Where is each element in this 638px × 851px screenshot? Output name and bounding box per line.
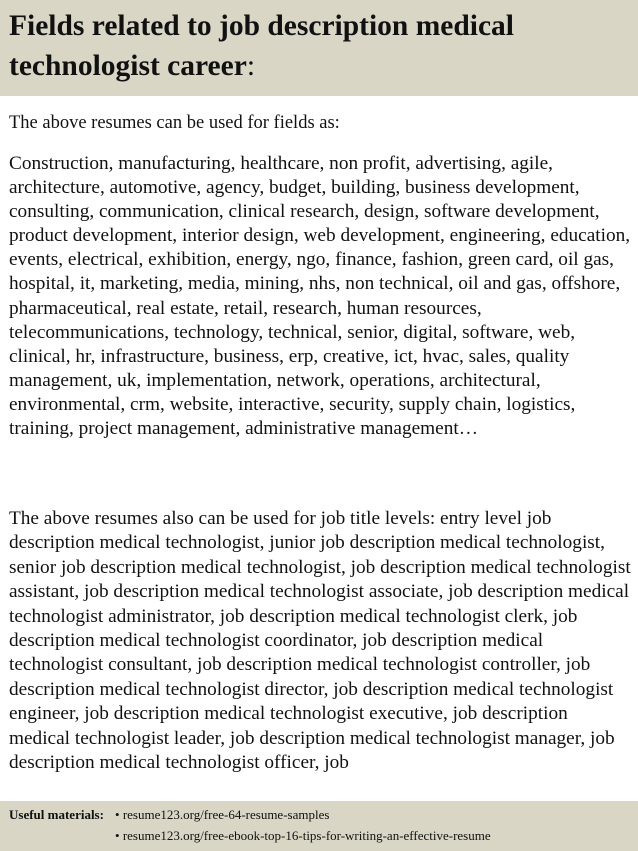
footer-link-ebook[interactable]: resume123.org/free-ebook-top-16-tips-for-writing-an-effective-resume (122, 828, 491, 843)
page-title-colon: : (246, 50, 256, 82)
page-title-text: Fields related to job description medical technologist career (9, 10, 515, 82)
footer-link-resume-samples[interactable]: resume123.org/free-64-resume-samples (122, 807, 330, 822)
footer-band (0, 801, 638, 851)
useful-materials-label: Useful materials: (9, 807, 104, 822)
footer-link-item[interactable] (115, 805, 329, 825)
bullet-icon: • (115, 828, 120, 843)
page-title (9, 6, 629, 86)
header-band (0, 0, 638, 96)
footer-link-item[interactable] (115, 826, 491, 846)
intro-text: The above resumes can be used for fields as: (9, 113, 340, 133)
bullet-icon: • (115, 807, 120, 822)
job-title-levels: The above resumes also can be used for job title levels: entry level job description medical technologist, junior job description medical technologist, senior job description medical technologist, job description medical technologist assistant, job description medical technologist associate, job description medical technologist administrator, job description medical technologist clerk, job description medical technologist coordinator, job description medical technologist consultant, job description medical technologist controller, job description medical technologist director, job description medical technologist engineer, job description medical technologist executive, job description medical technologist leader, job description medical technologist manager, job description medical technologist officer, job (9, 508, 631, 774)
fields-list: Construction, manufacturing, healthcare, non profit, advertising, agile, architecture, automotive, agency, budget, building, business development, consulting, communication, clinical research, design, software development, product development, interior design, web development, engineering, education, events, electrical, exhibition, energy, ngo, finance, fashion, green card, oil gas, hospital, it, marketing, media, mining, nhs, non technical, oil and gas, offshore, pharmaceutical, real estate, retail, research, human resources, telecommunications, technology, technical, senior, digital, software, web, clinical, hr, infrastructure, business, erp, creative, ict, hvac, sales, quality management, uk, implementation, network, operations, architectural, environmental, crm, website, interactive, security, supply chain, logistics, training, project management, administrative management… (9, 153, 631, 440)
